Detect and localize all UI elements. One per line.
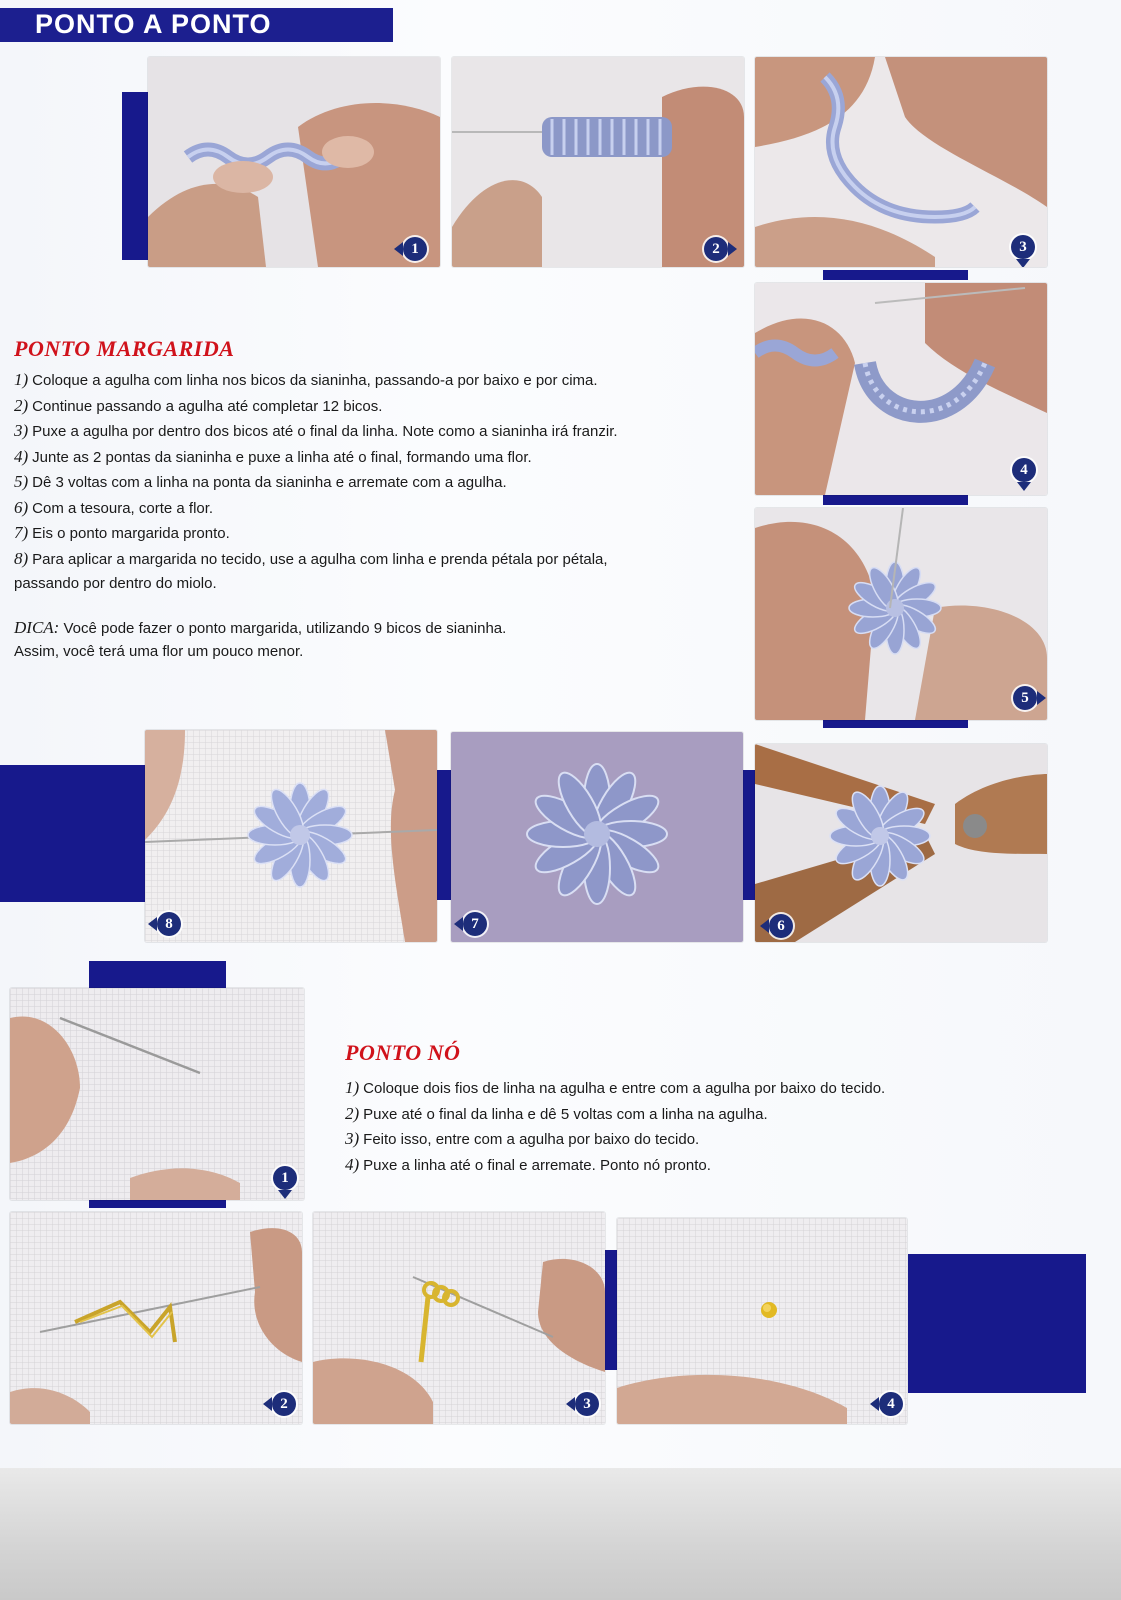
photo-margarida-step-4 (755, 283, 1047, 495)
accent-block (0, 765, 145, 902)
step-number-badge: 5 (1013, 686, 1037, 710)
step-number: 2) (14, 395, 29, 415)
accent-block (823, 495, 968, 505)
accent-block (122, 92, 148, 260)
step-text: Continue passando a agulha até completar 12 bicos. (32, 397, 383, 415)
photo-no-step-4 (617, 1218, 907, 1424)
step-text: Junte as 2 pontas da sianinha e puxe a linha até o final, formando uma flor. (32, 448, 532, 466)
step-text: Dê 3 voltas com a linha na ponta da sianinha e arremate com a agulha. (32, 474, 507, 491)
step-text: Puxe a linha até o final e arremate. Ponto nó pronto. (363, 1156, 711, 1174)
step-item (14, 368, 618, 394)
step-number: 6) (14, 497, 29, 517)
step-number: 4) (345, 1154, 360, 1174)
step-number-badge: 4 (879, 1392, 903, 1416)
step-number-badge: 2 (704, 237, 728, 261)
section-title-margarida: PONTO MARGARIDA (14, 336, 235, 361)
accent-block (437, 770, 451, 900)
step-number: 4) (14, 446, 29, 466)
step-number-badge: 3 (575, 1392, 599, 1416)
step-number-badge: 1 (403, 237, 427, 261)
step-item (345, 1076, 885, 1102)
step-number: 2) (345, 1103, 360, 1123)
step-text: Puxe a agulha por dentro dos bicos até o final da linha. Note como a sianinha irá franzir. (32, 423, 618, 440)
step-text: Feito isso, entre com a agulha por baixo do tecido. (363, 1131, 700, 1148)
step-number: 3) (345, 1129, 360, 1148)
step-number: 7) (14, 523, 29, 542)
photo-margarida-step-6 (755, 744, 1047, 942)
step-text: Para aplicar a margarida no tecido, use a agulha com linha e prenda pétala por pétala, (32, 550, 608, 568)
photo-margarida-step-7 (451, 732, 743, 942)
step-item (14, 445, 618, 471)
step-item (14, 394, 618, 420)
photo-margarida-step-8 (145, 730, 437, 942)
step-number-badge: 1 (273, 1166, 297, 1190)
step-number-badge: 2 (272, 1392, 296, 1416)
step-item (14, 496, 618, 522)
accent-block (89, 961, 226, 989)
photo-no-step-3 (313, 1212, 605, 1424)
dica-label: DICA: (14, 618, 60, 637)
step-number: 1) (345, 1078, 360, 1097)
photo-margarida-step-5 (755, 508, 1047, 720)
step-item (14, 547, 618, 573)
step-number: 3) (14, 421, 29, 440)
photo-margarida-step-2 (452, 57, 744, 267)
accent-block (741, 770, 755, 900)
photo-no-step-1 (10, 988, 304, 1200)
section-title-no: PONTO NÓ (345, 1040, 461, 1065)
step-number: 1) (14, 370, 29, 389)
photo-margarida-step-1 (148, 57, 440, 267)
step-text: Coloque a agulha com linha nos bicos da sianinha, passando-a por baixo e por cima. (32, 372, 598, 389)
step-number-badge: 7 (463, 912, 487, 936)
step-item-continuation: passando por dentro do miolo. (14, 575, 217, 592)
step-item (345, 1102, 885, 1128)
step-number: 8) (14, 548, 29, 568)
no-steps-list (345, 1076, 885, 1178)
step-text: Eis o ponto margarida pronto. (32, 525, 230, 542)
step-text: Coloque dois fios de linha na agulha e entre com a agulha por baixo do tecido. (363, 1080, 886, 1097)
step-item (345, 1127, 885, 1153)
step-text: Puxe até o final da linha e dê 5 voltas com a linha na agulha. (363, 1105, 768, 1123)
accent-block (823, 270, 968, 280)
dica-line-1 (14, 616, 506, 641)
dica-text: Você pode fazer o ponto margarida, utilizando 9 bicos de sianinha. (63, 620, 507, 637)
step-number-badge: 6 (769, 914, 793, 938)
page-title: PONTO A PONTO (35, 9, 272, 39)
page-bottom-shadow (0, 1468, 1121, 1600)
step-item (345, 1153, 885, 1179)
accent-block (908, 1254, 1086, 1393)
margarida-steps-list (14, 368, 618, 597)
step-number: 5) (14, 472, 29, 491)
step-number-badge: 4 (1012, 458, 1036, 482)
dica-line-2: Assim, você terá uma flor um pouco menor. (14, 643, 304, 660)
photo-no-step-2 (10, 1212, 302, 1424)
step-number-badge: 8 (157, 912, 181, 936)
step-number-badge: 3 (1011, 235, 1035, 259)
step-text: Com a tesoura, corte a flor. (32, 499, 214, 517)
step-item (14, 470, 618, 496)
step-item (14, 521, 618, 547)
accent-block (605, 1250, 617, 1370)
photo-margarida-step-3 (755, 57, 1047, 267)
step-item (14, 419, 618, 445)
